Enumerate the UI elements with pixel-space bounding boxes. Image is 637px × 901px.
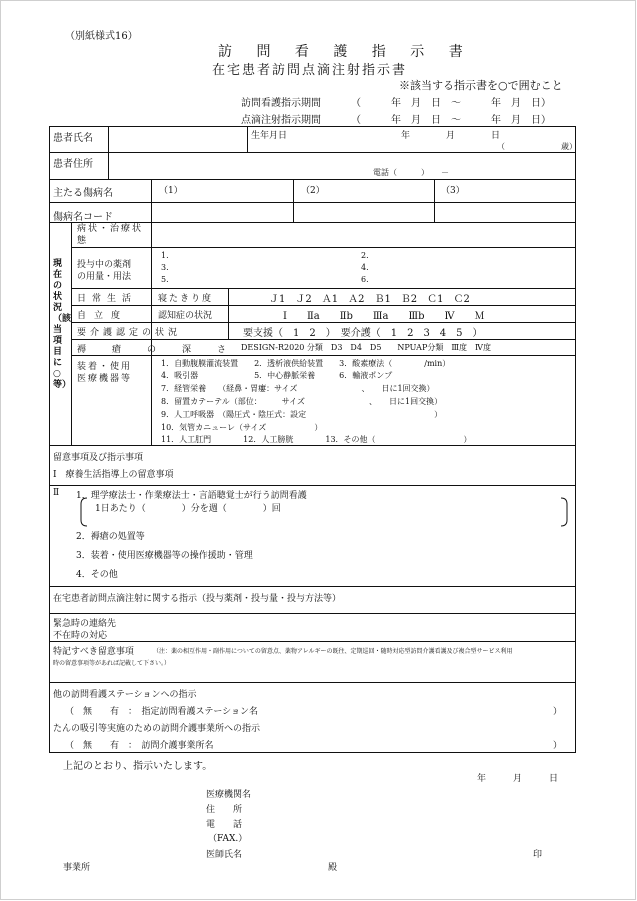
instruction-2-2: 2．褥瘡の処置等 bbox=[76, 532, 145, 542]
suction-line: （ 無 有 ： 訪問介護事業所名 bbox=[65, 741, 214, 751]
device-line-3: 7．経管栄養 （経鼻・胃瘻：サイズ 、 日に1回交換） bbox=[161, 384, 435, 393]
special-notes-hint-1: （注：薬の相互作用・副作用についての留意点、薬物アレルギーの既往、定期巡回・随時対応型訪問介護看護及び複合型サービス利用 bbox=[153, 648, 513, 655]
doctor-name-label: 医師氏名 bbox=[206, 850, 243, 860]
other-station-close: ） bbox=[553, 707, 563, 717]
disease-1: （1） bbox=[159, 186, 183, 196]
phone-field: 電話（ ） － bbox=[373, 168, 449, 177]
absence-response-label: 不在時の対応 bbox=[53, 631, 108, 641]
document-subtitle: 在宅患者訪問点滴注射指示書 bbox=[212, 63, 408, 78]
device-line-1: 1．自動腹膜灌流装置 2．透析液供給装置 3．酸素療法（ /min） bbox=[161, 359, 451, 368]
independence-label: 自立度 bbox=[77, 311, 129, 321]
med-3: 3. bbox=[161, 263, 169, 272]
suction-label: たんの吸引等実施のための訪問介護事業所への指示 bbox=[53, 724, 261, 734]
form-number: （別紙様式16） bbox=[65, 31, 138, 42]
meds-label-2: の用量・用法 bbox=[77, 272, 132, 282]
honorific: 殿 bbox=[328, 863, 338, 873]
institution-label: 医療機関名 bbox=[206, 790, 252, 800]
instructions-heading: 留意事項及び指示事項 bbox=[53, 453, 144, 463]
special-notes-label: 特記すべき留意事項 bbox=[53, 647, 134, 657]
instruction-2-prefix: Ⅱ bbox=[53, 488, 60, 498]
footer-phone-label: 電 話 bbox=[206, 820, 243, 830]
care-level-values: 要支援（ 1 2 ） 要介護（ 1 2 3 4 5 ） bbox=[243, 328, 483, 339]
dementia-label: 認知症の状況 bbox=[158, 311, 213, 321]
med-6: 6. bbox=[361, 275, 369, 284]
dob-label: 生年月日 bbox=[251, 131, 288, 141]
document-title: 訪 問 看 護 指 示 書 bbox=[218, 44, 473, 60]
office-label: 事業所 bbox=[63, 863, 91, 873]
bracket-frame bbox=[79, 497, 571, 527]
current-status-side-label: 現在の状況（該当項目に○等） bbox=[53, 259, 72, 390]
dob-fields: 年 月 日 bbox=[401, 131, 501, 141]
statement: 上記のとおり、指示いたします。 bbox=[63, 761, 213, 772]
device-line-4: 8．留置カテーテル（部位： サイズ 、 日に1回交換） bbox=[161, 397, 443, 406]
address-label: 患者住所 bbox=[53, 159, 93, 170]
med-2: 2. bbox=[361, 251, 369, 260]
disease-3: （3） bbox=[441, 186, 465, 196]
bedridden-label: 寝たきり度 bbox=[158, 294, 214, 304]
ulcer-label: 褥瘡の深さ bbox=[77, 345, 253, 355]
circle-note: ※該当する指示書を○で囲むこと bbox=[399, 79, 563, 92]
nursing-period-label: 訪問看護指示期間 bbox=[241, 98, 321, 109]
iv-period-dates: （ 年 月 日 ～ 年 月 日） bbox=[351, 115, 551, 126]
condition-label: 病状・治療状態 bbox=[77, 224, 144, 246]
med-4: 4. bbox=[361, 263, 369, 272]
device-line-7: 11．人工肛門 12．人工膀胱 13．その他（ ） bbox=[161, 435, 472, 444]
other-station-line: （ 無 有 ： 指定訪問看護ステーション名 bbox=[65, 707, 258, 717]
med-5: 5. bbox=[161, 275, 169, 284]
instruction-1: Ⅰ 療養生活指導上の留意事項 bbox=[53, 470, 174, 480]
device-line-5: 9．人工呼吸器 （陽圧式・陰圧式：設定 ） bbox=[161, 410, 443, 419]
signing-date: 年 月 日 bbox=[477, 774, 559, 784]
age-field: （ 歳） bbox=[497, 142, 577, 151]
device-line-2: 4．吸引器 5．中心静脈栄養 6．輸液ポンプ bbox=[161, 371, 393, 380]
meds-label-1: 投与中の薬剤 bbox=[77, 260, 132, 270]
dementia-values: Ⅰ Ⅱa Ⅱb Ⅲa Ⅲb Ⅳ Ｍ bbox=[283, 311, 485, 322]
nursing-period-dates: （ 年 月 日 ～ 年 月 日） bbox=[351, 98, 551, 109]
footer-fax-label: （FAX.） bbox=[208, 834, 248, 844]
patient-name-label: 患者氏名 bbox=[53, 133, 93, 144]
instruction-2-1-frequency: 1日あたり（ ）分を週（ ）回 bbox=[95, 504, 281, 514]
special-notes-hint-2: 時の留意事項等があれば記載して下さい。） bbox=[53, 660, 171, 667]
instruction-2-4: 4．その他 bbox=[76, 570, 118, 580]
seal-mark: 印 bbox=[533, 850, 543, 860]
daily-life-label: 日常生活 bbox=[77, 294, 138, 304]
device-label-2: 医療機器等 bbox=[77, 374, 133, 384]
disease-2: （2） bbox=[301, 186, 325, 196]
disease-code-label: 傷病名コード bbox=[53, 212, 113, 223]
disease-label: 主たる傷病名 bbox=[53, 188, 113, 199]
suction-close: ） bbox=[553, 741, 563, 751]
footer-address-label: 住 所 bbox=[206, 805, 243, 815]
device-label-1: 装着・使用 bbox=[77, 362, 133, 372]
bedridden-values: Ｊ1 Ｊ2 Ａ1 Ａ2 Ｂ1 Ｂ2 Ｃ1 Ｃ2 bbox=[269, 294, 470, 305]
instruction-2-1: 1．理学療法士・作業療法士・言語聴覚士が行う訪問看護 bbox=[76, 491, 307, 501]
device-line-6: 10．気管カニューレ（サイズ ） bbox=[161, 423, 323, 432]
emergency-contact-label: 緊急時の連絡先 bbox=[53, 619, 117, 629]
ulcer-values: DESIGN-R2020 分類 D3 D4 D5 NPUAP分類 Ⅲ度 Ⅳ度 bbox=[241, 343, 492, 352]
other-station-label: 他の訪問看護ステーションへの指示 bbox=[53, 690, 197, 700]
instruction-2-3: 3．装着・使用医療機器等の操作援助・管理 bbox=[76, 551, 253, 561]
iv-period-label: 点滴注射指示期間 bbox=[241, 115, 321, 126]
med-1: 1. bbox=[161, 251, 169, 260]
care-level-label: 要介護認定の状況 bbox=[77, 328, 182, 338]
iv-instruction-label: 在宅患者訪問点滴注射に関する指示（投与薬剤・投与量・投与方法等） bbox=[53, 594, 342, 604]
